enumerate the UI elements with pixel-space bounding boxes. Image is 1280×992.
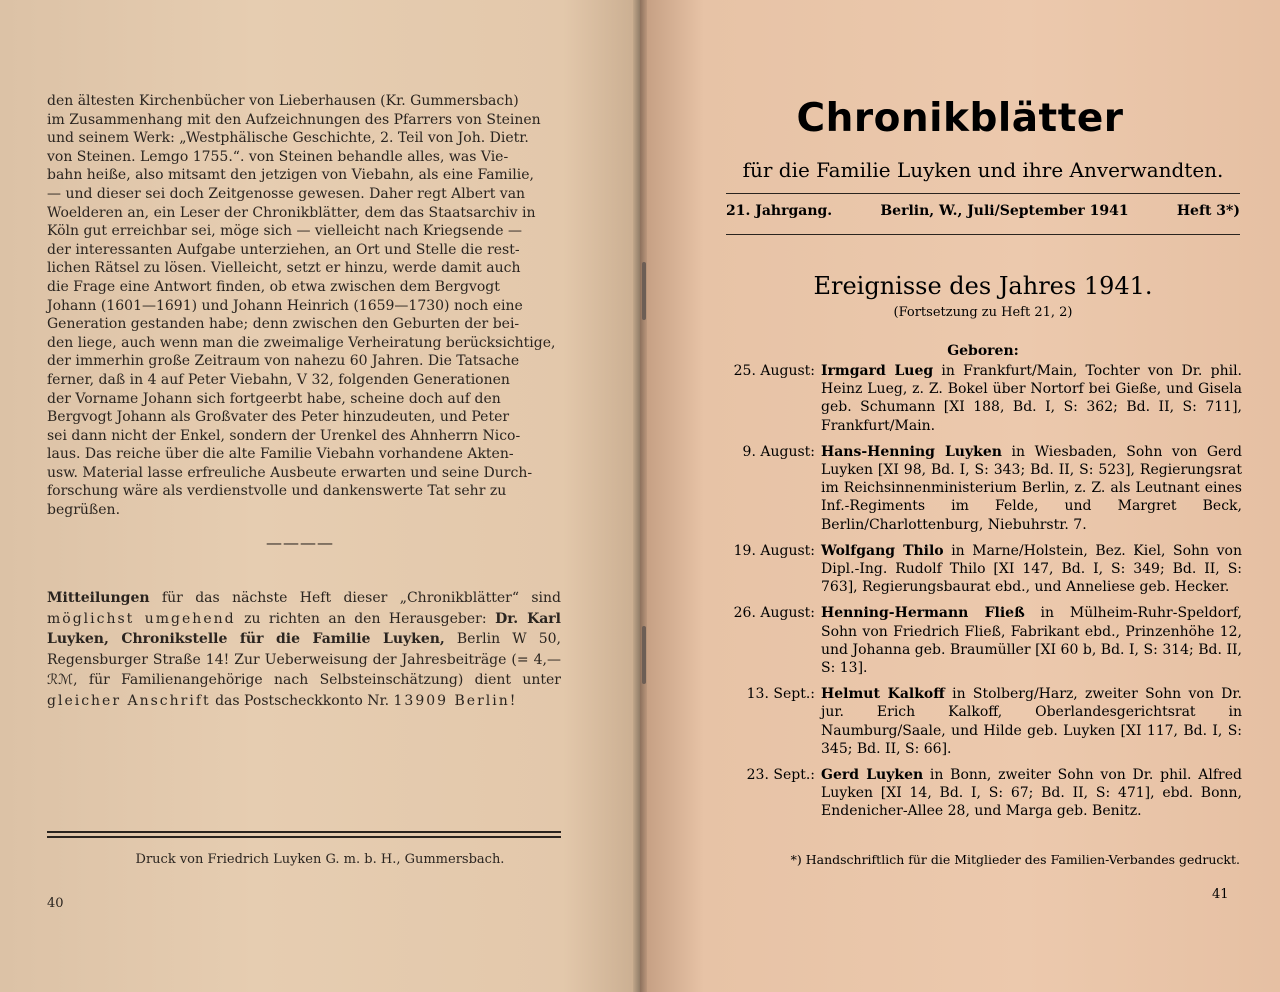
issue-volume: 21. Jahrgang. xyxy=(726,203,833,219)
body-line: Johann (1601—1691) und Johann Heinrich (1659—1730) noch eine xyxy=(47,297,523,314)
staple-bottom xyxy=(642,626,646,684)
birth-text xyxy=(821,443,1242,534)
double-rule xyxy=(47,831,561,838)
page-number-left: 40 xyxy=(47,896,64,911)
body-line: den ältesten Kirchenbücher von Lieberhausen (Kr. Gummersbach) xyxy=(47,93,519,109)
birth-name: Hans-Henning Luyken xyxy=(821,443,1002,460)
births-list xyxy=(726,362,1242,829)
issue-line xyxy=(726,203,1240,219)
notice-text-1: für das nächste Heft dieser „Chronikblätter“ sind xyxy=(149,590,561,606)
notice-address: Dr. Karl Luyken, Chronikstelle für die Familie Luyken, xyxy=(47,610,561,647)
birth-entry xyxy=(726,604,1242,677)
section-separator: ———— xyxy=(266,533,334,552)
birth-details: in Stolberg/Harz, zweiter Sohn von Dr. jur. Erich Kalkoff, Oberlandesgerichtsrat in Naumburg/Saale, und Hilde geb. Luyken [XI 117, Bd. I, S: 345; Bd. II, S: 66]. xyxy=(821,686,1243,757)
masthead-subtitle: für die Familie Luyken und ihre Anverwandten. xyxy=(742,158,1224,182)
birth-date: 26. August: xyxy=(733,605,815,622)
notice-spaced-2: gleicher Anschrift xyxy=(47,692,211,709)
birth-details: in Wiesbaden, Sohn von Gerd Luyken [XI 98, Bd. I, S: 343; Bd. II, S: 523], Regierungsrat im Reichsinnenministerium Berlin, z. Z. als Leutnant eines Inf.-Regiments im Felde, und Margret Beck, Berlin/Charlottenburg, Niebuhrstr. 7. xyxy=(821,443,1242,533)
birth-name: Helmut Kalkoff xyxy=(821,686,945,703)
body-line: der immerhin große Zeitraum von nahezu 60 Jahren. Die Tatsache xyxy=(47,353,520,370)
body-line: lichen Rätsel zu lösen. Vielleicht, setzt er hinzu, werde damit auch xyxy=(47,260,521,277)
body-line: — und dieser sei doch Zeitgenosse gewesen. Daher regt Albert van xyxy=(47,185,526,202)
body-line: die Frage eine Antwort finden, ob etwa zwischen dem Bergvogt xyxy=(47,278,500,295)
birth-details: in Marne/Holstein, Bez. Kiel, Sohn von Dipl.-Ing. Rudolf Thilo [XI 147, Bd. I, S: 349; Bd. II, S: 763], Regierungsbaurat ebd., und Anneliese geb. Hecker. xyxy=(821,542,1242,596)
birth-text xyxy=(821,542,1242,597)
birth-entry xyxy=(726,766,1242,821)
body-line: der Vorname Johann sich fortgeerbt habe, scheine doch auf den xyxy=(47,390,501,407)
notice-intro: Mitteilungen xyxy=(47,590,150,606)
birth-entry xyxy=(726,542,1242,597)
body-line: im Zusammenhang mit den Aufzeichnungen des Pfarrers von Steinen xyxy=(47,111,541,128)
birth-name: Wolfgang Thilo xyxy=(821,542,944,559)
birth-details: in Frankfurt/Main, Tochter von Dr. phil. Heinz Lueg, z. Z. Bokel über Nortorf bei Gieße, und Gisela geb. Schumann [XI 188, Bd. I, S: 362; Bd. II, S: 711], Frankfurt/Main. xyxy=(821,363,1243,434)
notice-paragraph xyxy=(47,588,561,711)
birth-name: Irmgard Lueg xyxy=(821,363,934,379)
body-line: Generation gestanden habe; denn zwischen den Geburten der bei- xyxy=(47,316,520,333)
body-line: sei dann nicht der Enkel, sondern der Urenkel des Ahnherrn Nico- xyxy=(47,427,521,444)
book-gutter xyxy=(633,0,647,992)
birth-text xyxy=(821,604,1242,677)
birth-entry xyxy=(726,685,1242,758)
issue-rule-top xyxy=(726,193,1240,194)
section-continuation: (Fortsetzung zu Heft 21, 2) xyxy=(893,305,1073,320)
birth-text xyxy=(821,685,1242,758)
staple-top xyxy=(642,262,646,320)
birth-text xyxy=(821,362,1242,435)
notice-spaced-1: möglichst umgehend xyxy=(47,610,236,627)
body-line: begrüßen. xyxy=(47,502,121,519)
body-line: den liege, auch wenn man die zweimalige Verheiratung berücksichtige, xyxy=(47,334,556,351)
births-heading: Geboren: xyxy=(947,343,1019,359)
left-body-text xyxy=(47,92,561,520)
birth-date: 19. August: xyxy=(733,542,815,559)
issue-place-date: Berlin, W., Juli/September 1941 xyxy=(880,203,1129,219)
body-line: und seinem Werk: „Westphälische Geschichte, 2. Teil von Joh. Dietr. xyxy=(47,130,529,147)
masthead-title: Chronikblätter xyxy=(796,96,1124,141)
issue-number: Heft 3*) xyxy=(1176,203,1240,219)
body-line: forschung wäre als verdienstvolle und dankenswerte Tat sehr zu xyxy=(47,483,507,500)
birth-text xyxy=(821,766,1242,821)
notice-text-4: das Postscheckkonto Nr. xyxy=(210,692,394,709)
birth-name: Gerd Luyken xyxy=(821,767,924,784)
notice-spaced-3: 13909 Berlin! xyxy=(393,692,518,709)
notice-text-3: Berlin W 50, Regensburger Straße 14! Zur Ueberweisung der Jahresbeiträge (= 4,— ℛℳ, für Familienangehörige nach Selbsteinschätzung) dient unter xyxy=(47,631,561,688)
page-number-right: 41 xyxy=(1212,887,1229,902)
body-line: Bergvogt Johann als Großvater des Peter hinzudeuten, und Peter xyxy=(47,409,510,426)
birth-details: in Bonn, zweiter Sohn von Dr. phil. Alfred Luyken [XI 14, Bd. I, S: 67; Bd. II, S: 471], ebd. Bonn, Endenicher-Allee 28, und Marga geb. Benitz. xyxy=(821,767,1242,820)
birth-date: 9. August: xyxy=(742,443,815,460)
birth-name: Henning-Hermann Fließ xyxy=(821,605,1025,622)
body-line: ferner, daß in 4 auf Peter Viebahn, V 32, folgenden Generationen xyxy=(47,371,510,388)
body-line: usw. Material lasse erfreuliche Ausbeute erwarten und seine Durch- xyxy=(47,464,533,481)
birth-entry xyxy=(726,362,1242,435)
birth-entry xyxy=(726,443,1242,534)
body-line: laus. Das reiche über die alte Familie Viebahn vorhandene Akten- xyxy=(47,446,514,463)
issue-rule-bottom xyxy=(726,234,1240,235)
body-line: Köln gut erreichbar sei, möge sich — vielleicht nach Kriegsende — xyxy=(47,223,522,240)
birth-date: 23. Sept.: xyxy=(746,767,815,784)
birth-date: 25. August: xyxy=(733,363,815,379)
notice-text-2: zu richten an den Herausgeber: xyxy=(235,610,496,627)
printer-imprint: Druck von Friedrich Luyken G. m. b. H., Gummersbach. xyxy=(135,852,505,867)
birth-details: in Mülheim-Ruhr-Speldorf, Sohn von Friedrich Fließ, Fabrikant ebd., Prinzenhöhe 12, und Johanna geb. Braumüller [XI 60 b, Bd. I, S: 314; Bd. II, S: 13]. xyxy=(821,605,1242,677)
body-line: Woelderen an, ein Leser der Chronikblätter, dem das Staatsarchiv in xyxy=(47,204,536,221)
body-line: bahn heiße, also mitsamt den jetzigen von Viebahn, als eine Familie, xyxy=(47,167,534,184)
body-line: von Steinen. Lemgo 1755.“. von Steinen behandle alles, was Vie- xyxy=(47,148,509,165)
footnote: *) Handschriftlich für die Mitglieder des Familien-Verbandes gedruckt. xyxy=(790,852,1240,867)
body-line: der interessanten Aufgabe unterziehen, an Ort und Stelle die rest- xyxy=(47,241,520,258)
birth-date: 13. Sept.: xyxy=(746,686,815,703)
section-title: Ereignisse des Jahres 1941. xyxy=(813,272,1153,300)
